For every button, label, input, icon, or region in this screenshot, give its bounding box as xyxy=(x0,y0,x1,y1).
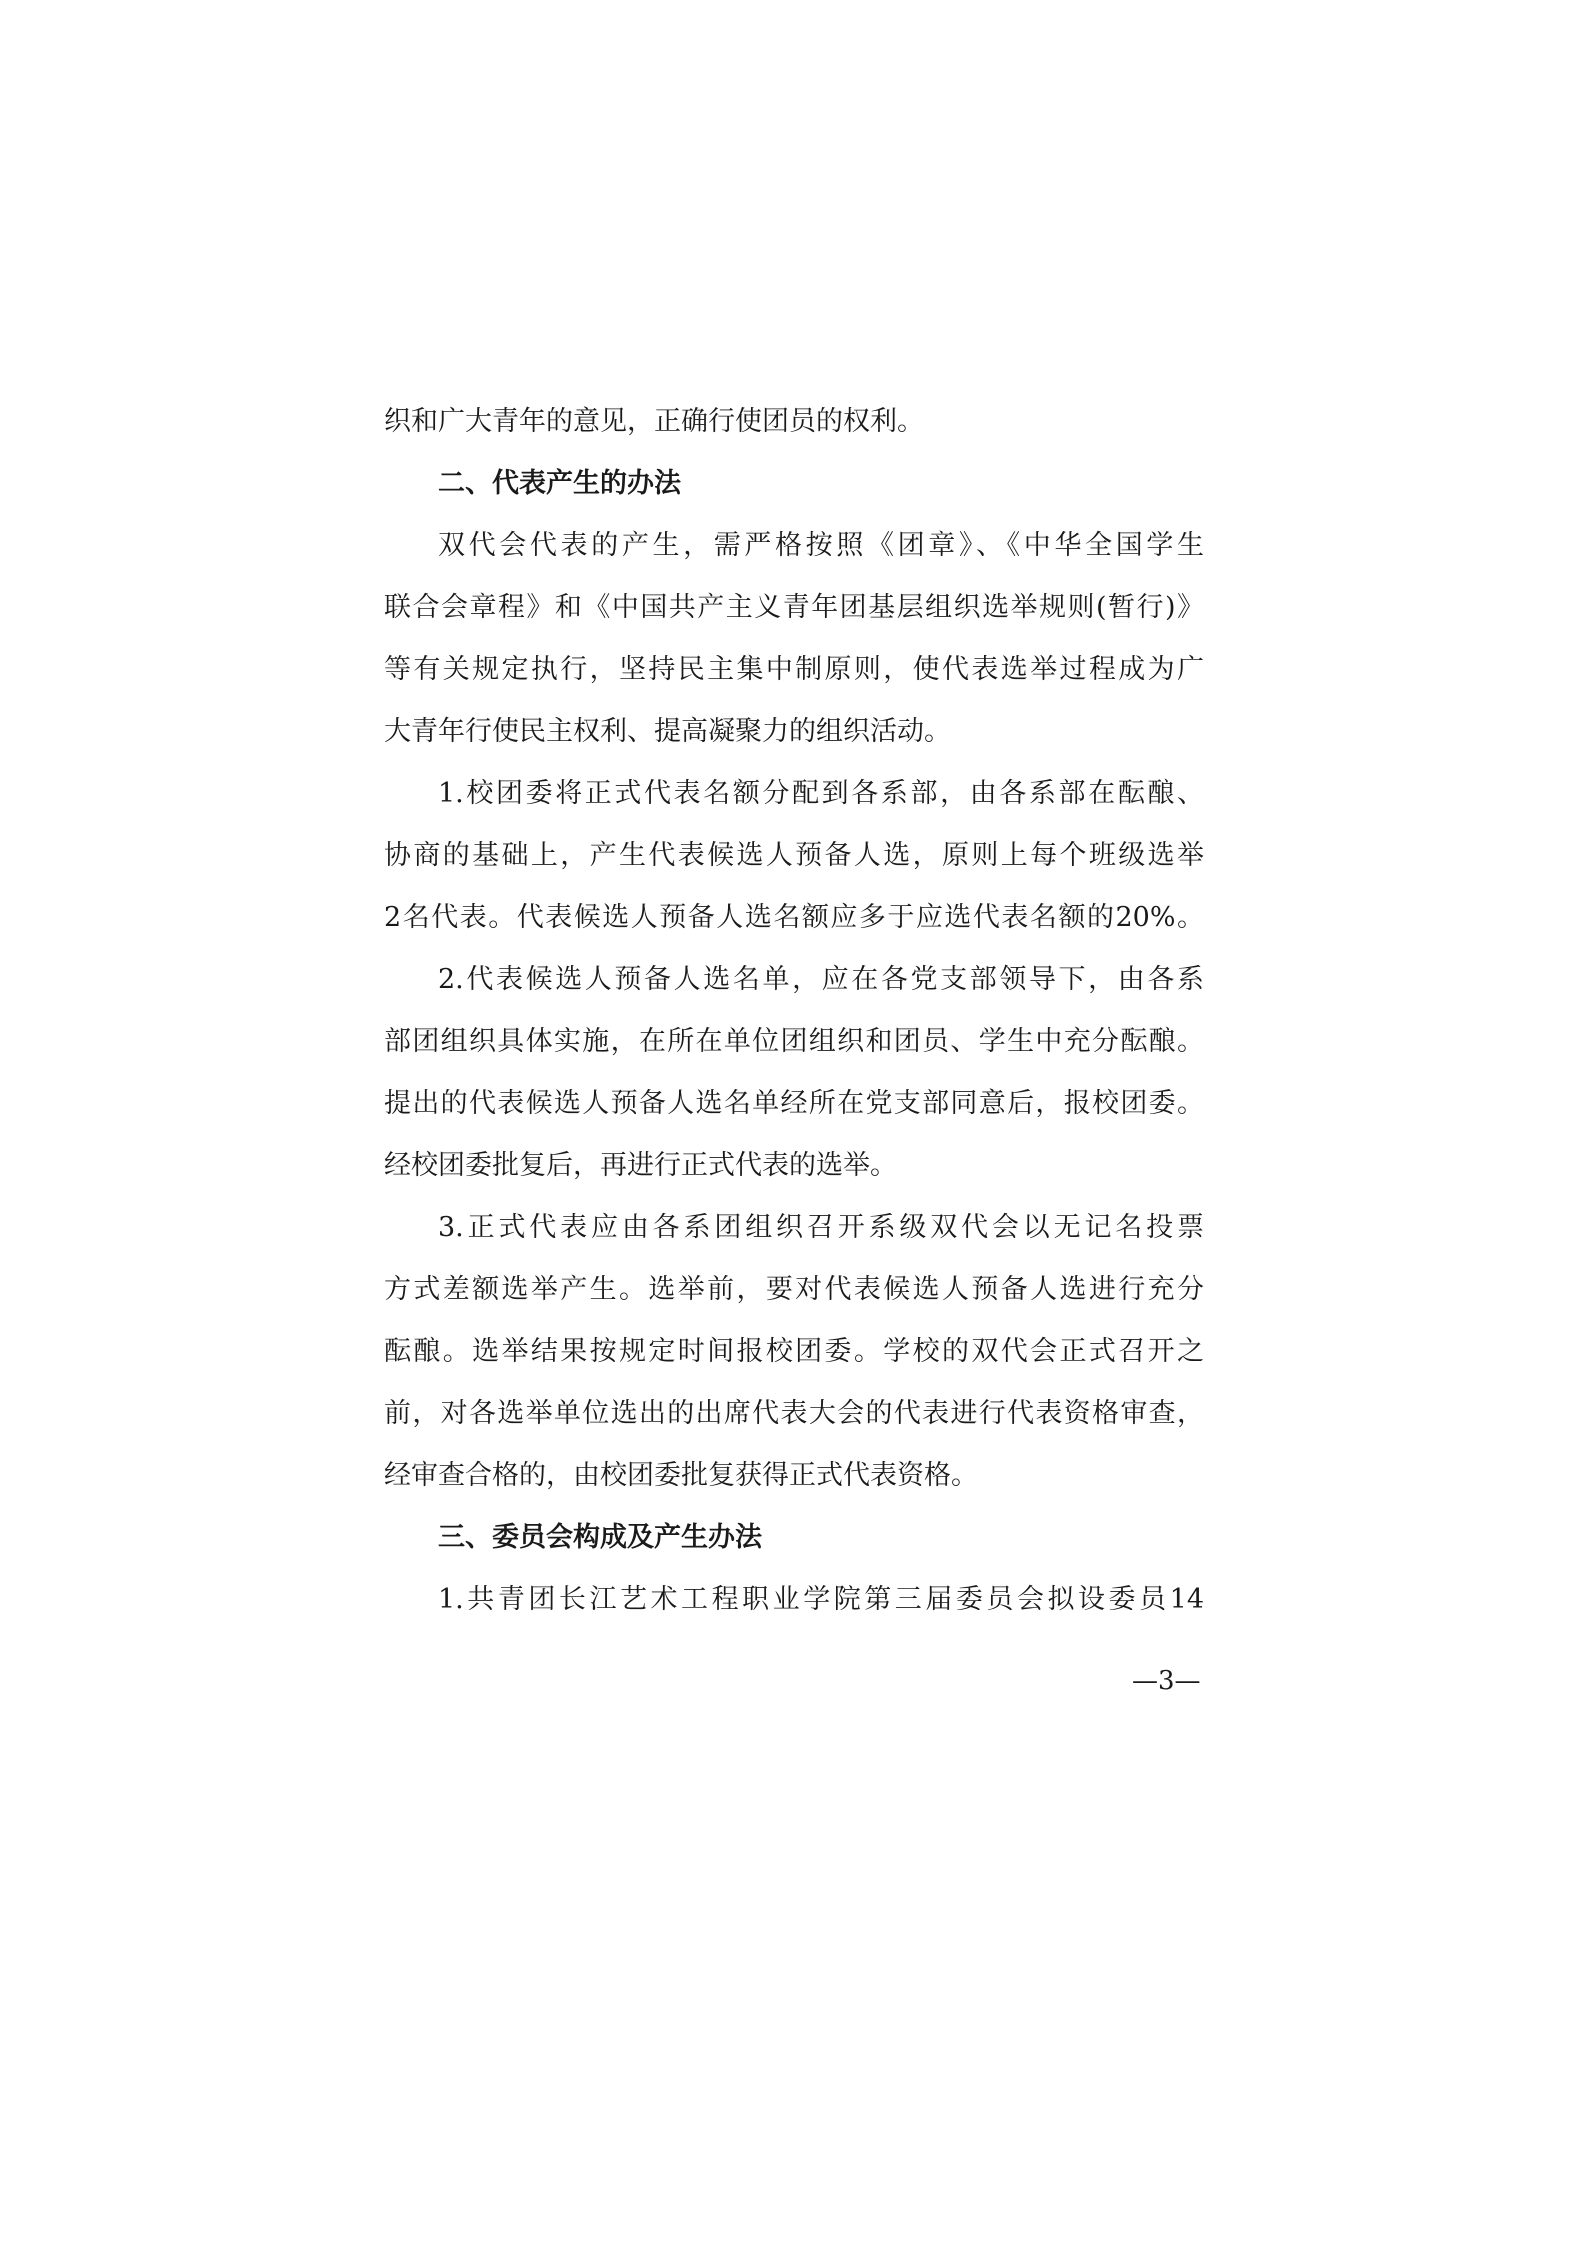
text-line: 经校团委批复后，再进行正式代表的选举。 xyxy=(384,1150,897,1181)
text-line: 联合会章程》和《中国共产主义青年团基层组织选举规则(暂行)》 xyxy=(384,592,1204,623)
text-line: 1.共青团长江艺术工程职业学院第三届委员会拟设委员14 xyxy=(438,1584,1204,1615)
text-line: 等有关规定执行，坚持民主集中制原则，使代表选举过程成为广 xyxy=(384,654,1204,685)
text-line: 酝酿。选举结果按规定时间报校团委。学校的双代会正式召开之 xyxy=(384,1336,1204,1367)
text-line: 1.校团委将正式代表名额分配到各系部，由各系部在酝酿、 xyxy=(438,778,1204,809)
text-line: 双代会代表的产生，需严格按照《团章》、《中华全国学生 xyxy=(438,530,1204,561)
text-line: 方式差额选举产生。选举前，要对代表候选人预备人选进行充分 xyxy=(384,1274,1204,1305)
text-line: 3.正式代表应由各系团组织召开系级双代会以无记名投票 xyxy=(438,1212,1204,1243)
text-line: 部团组织具体实施，在所在单位团组织和团员、学生中充分酝酿。 xyxy=(384,1026,1204,1057)
page-number: —3— xyxy=(1132,1666,1201,1696)
text-line: 2.代表候选人预备人选名单，应在各党支部领导下，由各系 xyxy=(438,964,1204,995)
text-line: 2名代表。代表候选人预备人选名额应多于应选代表名额的20%。 xyxy=(384,902,1204,933)
text-line: 大青年行使民主权利、提高凝聚力的组织活动。 xyxy=(384,716,951,747)
text-line: 织和广大青年的意见，正确行使团员的权利。 xyxy=(384,406,924,437)
section-heading: 三、委员会构成及产生办法 xyxy=(438,1522,762,1553)
text-line: 提出的代表候选人预备人选名单经所在党支部同意后，报校团委。 xyxy=(384,1088,1204,1119)
text-line: 前，对各选举单位选出的出席代表大会的代表进行代表资格审查， xyxy=(384,1398,1204,1429)
section-heading: 二、代表产生的办法 xyxy=(438,468,681,499)
text-line: 协商的基础上，产生代表候选人预备人选，原则上每个班级选举 xyxy=(384,840,1204,871)
text-line: 经审查合格的，由校团委批复获得正式代表资格。 xyxy=(384,1460,978,1491)
